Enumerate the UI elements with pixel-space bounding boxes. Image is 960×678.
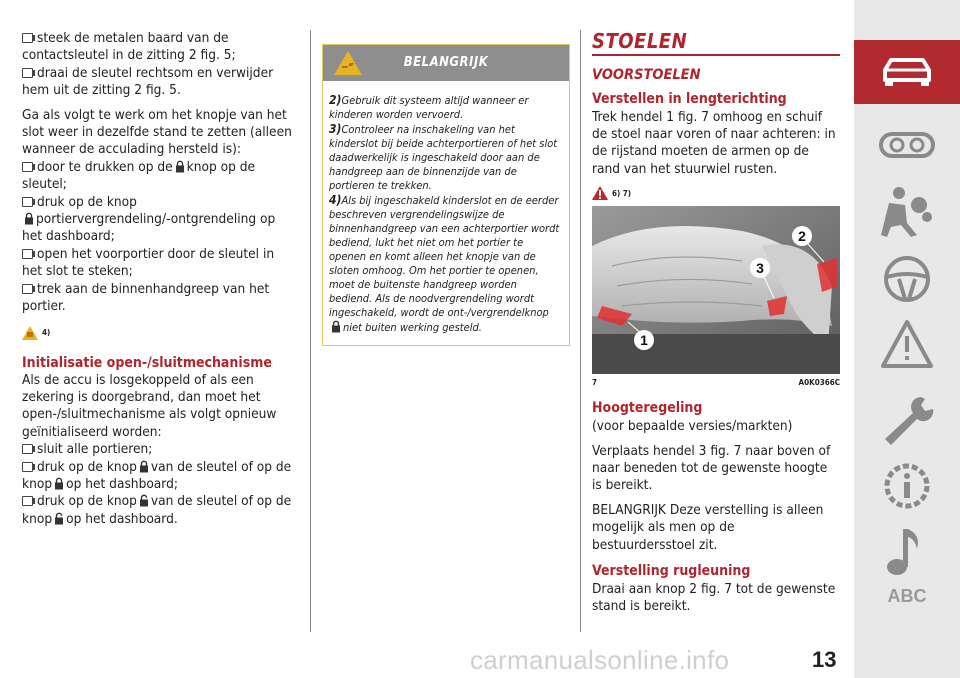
column-divider xyxy=(310,30,311,632)
callout-3: 3 xyxy=(756,260,764,277)
paragraph-initialisation: Als de accu is losgekoppeld of als een zekering is doorgebrand, dan moet het open-/sluitmechanisme als volgt opnieuw geïnitialiseerd worden: xyxy=(22,371,277,440)
heading-height-adjust: Hoogteregeling xyxy=(592,400,703,417)
step-press-lock-button: druk op de knop van de sleutel of op de knop op het dashboard; xyxy=(22,458,292,492)
sidebar-item-car[interactable] xyxy=(854,40,960,104)
lock-icon xyxy=(139,460,149,473)
figure-number: 7 xyxy=(592,378,598,388)
note-4: 4)Als bij ingeschakeld kinderslot en de eerder beschreven vergrendelingswijze de binnenhandgreep van een achterportier wordt bediend, lukt het niet om het portier te openen en komt alleen het knopje van de sloten omhoog. Om het portier te openen, moet de buitenste handgreep worden bediend. Als de noodvergrendeling wordt ingeschakeld, wordt de ont-/vergrendelknop niet buiten werking gesteld. xyxy=(329,193,560,334)
heading-backrest-adjust: Verstelling rugleuning xyxy=(592,562,751,579)
callout-1: 1 xyxy=(640,332,648,349)
unlock-icon xyxy=(54,512,64,525)
page-number: 13 xyxy=(812,647,837,672)
wrench-icon xyxy=(877,393,937,449)
step-press-unlock-button: druk op de knop van de sleutel of op de knop op het dashboard. xyxy=(22,493,292,527)
sidebar-item-multimedia[interactable] xyxy=(854,515,960,579)
figure-code: A0K0366C xyxy=(798,378,840,388)
warning-triangle-icon xyxy=(592,186,608,200)
checkbox-icon xyxy=(22,444,33,454)
important-box xyxy=(322,44,570,346)
section-subtitle-voorstoelen: VOORSTOELEN xyxy=(592,66,701,83)
sidebar-item-dashboard[interactable] xyxy=(854,110,960,174)
note-3: 3)Controleer na inschakeling van het kinderslot bij beide achterportieren of het slot daadwerkelijk is ingeschakeld door aan de handgreep aan de binnenzijde van de portieren te trekken. xyxy=(329,122,558,192)
info-gear-icon xyxy=(877,458,937,514)
sidebar-item-index[interactable]: ABC xyxy=(887,586,927,606)
step-turn-key: draai de sleutel rechtsom en verwijder hem uit de zitting 2 fig. 5. xyxy=(22,64,274,99)
checkbox-icon xyxy=(22,249,33,259)
paragraph-height-adjust: Verplaats hendel 3 fig. 7 naar boven of naar beneden tot de gewenste hoogte is bereikt. xyxy=(592,442,831,494)
sidebar-item-safety[interactable] xyxy=(854,175,960,239)
sidebar-item-maintenance[interactable] xyxy=(854,385,960,449)
step-open-front-door: open het voorportier door de sleutel in het slot te steken; xyxy=(22,245,275,280)
warning-reference: 6) 7) xyxy=(592,186,840,200)
title-rule xyxy=(592,54,840,56)
note-2: 2)Gebruik dit systeem altijd wanneer er kinderen worden vervoerd. xyxy=(329,93,529,121)
warning-triangle-icon xyxy=(22,326,38,340)
sidebar-item-driving[interactable] xyxy=(854,245,960,309)
checkbox-icon xyxy=(22,33,33,43)
steering-wheel-icon xyxy=(877,253,937,305)
checkbox-icon xyxy=(22,284,33,294)
step-close-doors: sluit alle portieren; xyxy=(22,441,298,458)
step-pull-handle: trek aan de binnenhandgreep van het portier. xyxy=(22,280,270,315)
checkbox-icon xyxy=(22,162,33,172)
lock-icon xyxy=(24,212,34,225)
step-insert-key: steek de metalen baard van de contactsleutel in de zitting 2 fig. 5; xyxy=(22,30,236,64)
dashboard-gauges-icon xyxy=(877,118,937,166)
car-icon xyxy=(877,48,937,96)
warning-reference: 4) xyxy=(22,326,298,340)
watermark: carmanualsonline.info xyxy=(470,645,730,675)
chapter-sidebar xyxy=(854,0,960,678)
column-left xyxy=(22,30,298,528)
checkbox-icon xyxy=(22,68,33,78)
unlock-icon xyxy=(139,494,149,507)
paragraph-reset-knob: Ga als volgt te werk om het knopje van het slot weer in dezelfde stand te zetten (alleen wanneer de acculading hersteld is): xyxy=(22,106,292,158)
important-box-title: BELANGRIJK xyxy=(403,55,489,70)
step-press-key-button: door te drukken op de knop op de sleutel; xyxy=(22,158,256,193)
figure-caption xyxy=(592,378,840,387)
airbag-person-icon xyxy=(877,183,937,239)
column-middle xyxy=(322,30,570,346)
important-box-text xyxy=(323,81,569,335)
seat-adjustment-photo xyxy=(592,206,840,374)
column-divider xyxy=(580,30,581,632)
important-box-header xyxy=(323,45,569,81)
sidebar-item-technical[interactable] xyxy=(854,450,960,514)
paragraph-length-adjust: Trek hendel 1 fig. 7 omhoog en schuif de stoel naar voren of naar achteren: in de rijstand moeten de armen op de rand van het stuurwiel rusten. xyxy=(592,108,836,177)
section-title-stoelen: STOELEN xyxy=(592,29,688,53)
paragraph-versions: (voor bepaalde versies/markten) xyxy=(592,418,793,435)
warning-triangle-icon xyxy=(877,318,937,372)
music-note-icon xyxy=(877,523,937,579)
paragraph-backrest-adjust: Draai aan knop 2 fig. 7 tot de gewenste stand is bereikt. xyxy=(592,580,836,615)
lock-icon xyxy=(331,320,341,333)
lock-icon xyxy=(175,160,185,173)
callout-2: 2 xyxy=(798,228,806,245)
checkbox-icon xyxy=(22,197,33,207)
checkbox-icon xyxy=(22,462,33,472)
paragraph-important: BELANGRIJK Deze verstelling is alleen mogelijk als men op de bestuurdersstoel zit. xyxy=(592,501,824,553)
column-right xyxy=(592,30,840,616)
checkbox-icon xyxy=(22,496,33,506)
section-heading-initialisation: Initialisatie open-/sluitmechanisme xyxy=(22,354,272,371)
lock-icon xyxy=(54,477,64,490)
sidebar-item-warnings[interactable] xyxy=(854,310,960,374)
heading-length-adjust: Verstellen in lengterichting xyxy=(592,90,787,107)
step-press-dashboard-button: druk op de knop portiervergrendeling/-ontgrendeling op het dashboard; xyxy=(22,193,276,245)
